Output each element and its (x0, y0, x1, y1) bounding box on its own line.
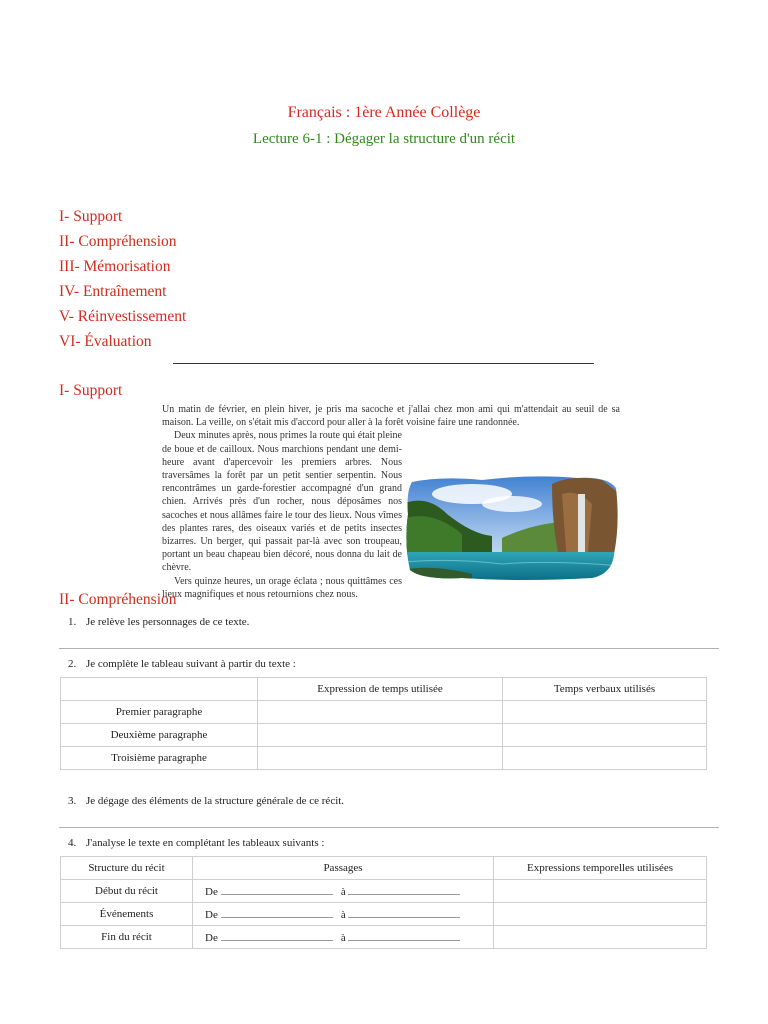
table-temps (60, 677, 707, 770)
answer-cell[interactable] (258, 724, 503, 747)
passage-paragraph-1: Un matin de février, en plein hiver, je pris ma sacoche et j'allai chez mon ami qui m'attendait au seuil de sa maison. La veille, on s'était mis d'accord pour aller à la forêt voisine faire une randonnée. (162, 404, 620, 429)
support-heading: I- Support (59, 382, 123, 399)
de-label: De (205, 932, 218, 944)
table-structure (60, 856, 707, 949)
answer-cell[interactable] (503, 701, 707, 724)
page-subtitle: Lecture 6-1 : Dégager la structure d'un récit (252, 131, 516, 147)
blank-from[interactable] (221, 930, 333, 941)
row-label: Deuxième paragraphe (61, 724, 258, 747)
blank-from[interactable] (221, 907, 333, 918)
row-label: Troisième paragraphe (61, 747, 258, 770)
answer-cell[interactable] (503, 724, 707, 747)
answer-line-1 (59, 648, 719, 649)
toc-item-evaluation: VI- Évaluation (59, 333, 152, 350)
a-label: à (340, 932, 346, 944)
answer-cell[interactable] (494, 926, 707, 949)
row-label: Début du récit (61, 880, 193, 903)
answer-cell[interactable] (503, 747, 707, 770)
de-label: De (205, 886, 218, 898)
answer-cell[interactable] (494, 903, 707, 926)
answer-cell[interactable] (258, 701, 503, 724)
table-temps-header-empty (61, 678, 258, 701)
section-divider (173, 363, 594, 364)
toc-item-comprehension: II- Compréhension (59, 233, 177, 250)
a-label: à (340, 886, 346, 898)
toc-item-reinvestissement: V- Réinvestissement (59, 308, 187, 325)
toc-item-support: I- Support (59, 208, 123, 225)
passage-paragraph-2: Deux minutes après, nous primes la route qui était pleine de boue et de cailloux. Nous marchions pendant une demi-heure avant d'apercevoir les premiers arbres. Nous traversâmes la forêt par un petit sentier serpentin. Nous rencontrâmes un garde-forestier accompagné d'un grand chien. Arrivés près d'un rocher, nous déposâmes nos sacoches et nous allâmes faire le tour des lieux. Nous vîmes des plantes rares, des oiseaux variés et de petits insectes bizarres. Un berger, qui passait par-là avec son troupeau, portant un beau chapeau bien décoré, nous donna du lait de chèvre. (162, 430, 402, 574)
table-row (61, 926, 707, 949)
toc-item-memorisation: III- Mémorisation (59, 258, 171, 275)
comprehension-heading: II- Compréhension (59, 591, 177, 608)
question-4-text: J'analyse le texte en complétant les tableaux suivants : (86, 837, 325, 849)
question-4 (68, 837, 324, 849)
table-temps-header-temps: Temps verbaux utilisés (503, 678, 707, 701)
row-label: Premier paragraphe (61, 701, 258, 724)
table-row (61, 724, 707, 747)
question-1 (68, 616, 249, 628)
table-structure-header-passages: Passages (193, 857, 494, 880)
a-label: à (340, 909, 346, 921)
passage-cell (193, 903, 494, 926)
blank-to[interactable] (348, 907, 460, 918)
passage-cell (193, 880, 494, 903)
waterfall-landscape-image (402, 474, 620, 580)
answer-cell[interactable] (494, 880, 707, 903)
answer-cell[interactable] (258, 747, 503, 770)
row-label: Fin du récit (61, 926, 193, 949)
table-temps-header-expression: Expression de temps utilisée (258, 678, 503, 701)
blank-to[interactable] (348, 930, 460, 941)
page-title: Français : 1ère Année Collège (287, 104, 481, 121)
blank-to[interactable] (348, 884, 460, 895)
question-2 (68, 658, 296, 670)
row-label: Événements (61, 903, 193, 926)
table-row (61, 880, 707, 903)
question-1-number: 1. (68, 616, 77, 628)
de-label: De (205, 909, 218, 921)
question-4-number: 4. (68, 837, 77, 849)
question-1-text: Je relève les personnages de ce texte. (86, 616, 250, 628)
question-2-number: 2. (68, 658, 77, 670)
question-2-text: Je complète le tableau suivant à partir du texte : (86, 658, 296, 670)
table-row (61, 747, 707, 770)
question-3 (68, 795, 344, 807)
table-structure-header-expressions: Expressions temporelles utilisées (494, 857, 707, 880)
table-row (61, 903, 707, 926)
table-of-contents (59, 204, 186, 354)
answer-line-3 (59, 827, 719, 828)
toc-item-entrainement: IV- Entraînement (59, 283, 167, 300)
blank-from[interactable] (221, 884, 333, 895)
question-3-number: 3. (68, 795, 77, 807)
passage-cell (193, 926, 494, 949)
question-3-text: Je dégage des éléments de la structure générale de ce récit. (86, 795, 345, 807)
table-structure-header-structure: Structure du récit (61, 857, 193, 880)
passage-paragraph-3: Vers quinze heures, un orage éclata ; nous quittâmes ces lieux magnifiques et nous retournions chez nous. (162, 575, 402, 600)
table-row (61, 701, 707, 724)
